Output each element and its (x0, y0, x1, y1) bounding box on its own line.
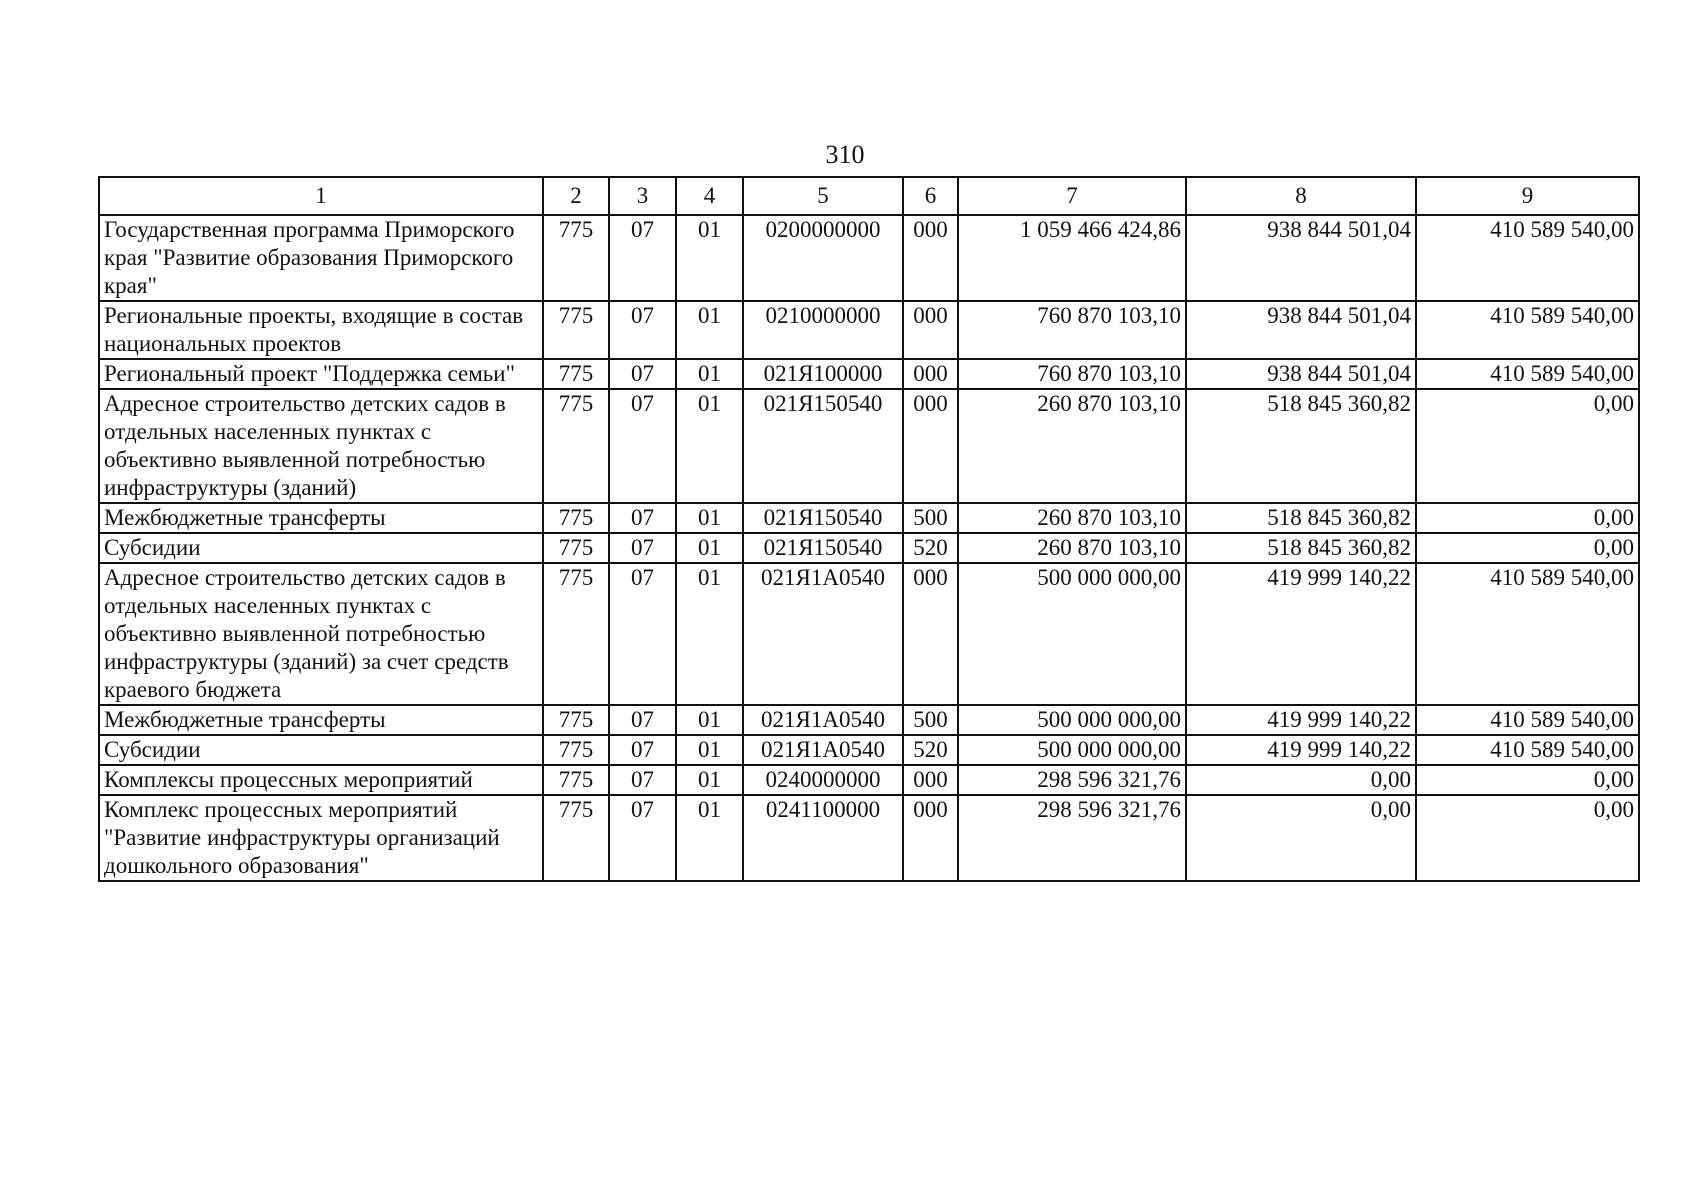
header-row (99, 177, 1639, 215)
row-code-cell: 01 (676, 705, 743, 735)
header-cell: 4 (676, 177, 743, 215)
row-code-cell: 01 (676, 563, 743, 705)
row-code-cell: 500 (903, 503, 958, 533)
row-amount-cell: 518 845 360,82 (1186, 533, 1416, 563)
row-code-cell: 0200000000 (743, 215, 903, 301)
row-code-cell: 021Я1А0540 (743, 735, 903, 765)
row-code-cell: 07 (609, 563, 676, 705)
header-cell: 2 (543, 177, 609, 215)
row-amount-cell: 298 596 321,76 (958, 795, 1186, 881)
table-row (99, 389, 1639, 503)
row-code-cell: 01 (676, 389, 743, 503)
row-name-cell: Государственная программа Приморского края "Развитие образования Приморского края" (99, 215, 543, 301)
row-code-cell: 000 (903, 795, 958, 881)
row-name-cell: Межбюджетные трансферты (99, 503, 543, 533)
table-row (99, 301, 1639, 359)
row-code-cell: 07 (609, 359, 676, 389)
row-amount-cell: 0,00 (1416, 765, 1639, 795)
row-code-cell: 021Я1А0540 (743, 563, 903, 705)
row-amount-cell: 0,00 (1416, 533, 1639, 563)
page-number: 310 (825, 140, 865, 169)
row-amount-cell: 298 596 321,76 (958, 765, 1186, 795)
header-cell: 7 (958, 177, 1186, 215)
row-amount-cell: 760 870 103,10 (958, 359, 1186, 389)
header-cell: 1 (99, 177, 543, 215)
row-code-cell: 0240000000 (743, 765, 903, 795)
row-code-cell: 775 (543, 563, 609, 705)
table-row (99, 533, 1639, 563)
row-code-cell: 01 (676, 215, 743, 301)
row-amount-cell: 938 844 501,04 (1186, 359, 1416, 389)
budget-table (98, 176, 1640, 882)
row-amount-cell: 1 059 466 424,86 (958, 215, 1186, 301)
table-row (99, 795, 1639, 881)
row-amount-cell: 500 000 000,00 (958, 563, 1186, 705)
row-code-cell: 775 (543, 765, 609, 795)
row-amount-cell: 938 844 501,04 (1186, 215, 1416, 301)
row-code-cell: 775 (543, 359, 609, 389)
row-amount-cell: 410 589 540,00 (1416, 359, 1639, 389)
row-amount-cell: 410 589 540,00 (1416, 215, 1639, 301)
row-amount-cell: 260 870 103,10 (958, 389, 1186, 503)
row-amount-cell: 0,00 (1186, 795, 1416, 881)
row-code-cell: 07 (609, 215, 676, 301)
row-code-cell: 775 (543, 301, 609, 359)
row-code-cell: 000 (903, 359, 958, 389)
row-code-cell: 021Я150540 (743, 503, 903, 533)
row-amount-cell: 0,00 (1186, 765, 1416, 795)
table-row (99, 563, 1639, 705)
row-code-cell: 01 (676, 503, 743, 533)
row-code-cell: 775 (543, 533, 609, 563)
header-cell: 8 (1186, 177, 1416, 215)
row-code-cell: 775 (543, 705, 609, 735)
header-cell: 3 (609, 177, 676, 215)
row-code-cell: 000 (903, 215, 958, 301)
table-row (99, 765, 1639, 795)
row-code-cell: 0241100000 (743, 795, 903, 881)
row-code-cell: 01 (676, 795, 743, 881)
row-amount-cell: 410 589 540,00 (1416, 301, 1639, 359)
row-code-cell: 775 (543, 795, 609, 881)
row-code-cell: 07 (609, 735, 676, 765)
table-row (99, 735, 1639, 765)
header-cell: 5 (743, 177, 903, 215)
row-name-cell: Адресное строительство детских садов в отдельных населенных пунктах с объективно выявленной потребностью инфраструктуры (зданий) за счет средств краевого бюджета (99, 563, 543, 705)
table-row (99, 503, 1639, 533)
row-amount-cell: 419 999 140,22 (1186, 563, 1416, 705)
row-code-cell: 07 (609, 705, 676, 735)
row-code-cell: 775 (543, 389, 609, 503)
row-amount-cell: 500 000 000,00 (958, 735, 1186, 765)
row-amount-cell: 938 844 501,04 (1186, 301, 1416, 359)
row-code-cell: 07 (609, 533, 676, 563)
row-code-cell: 021Я150540 (743, 533, 903, 563)
row-code-cell: 021Я1А0540 (743, 705, 903, 735)
row-name-cell: Адресное строительство детских садов в отдельных населенных пунктах с объективно выявленной потребностью инфраструктуры (зданий) (99, 389, 543, 503)
row-code-cell: 775 (543, 215, 609, 301)
row-code-cell: 000 (903, 389, 958, 503)
row-amount-cell: 410 589 540,00 (1416, 705, 1639, 735)
row-name-cell: Межбюджетные трансферты (99, 705, 543, 735)
row-code-cell: 520 (903, 533, 958, 563)
row-name-cell: Региональные проекты, входящие в состав национальных проектов (99, 301, 543, 359)
row-code-cell: 01 (676, 735, 743, 765)
row-name-cell: Субсидии (99, 533, 543, 563)
table-row (99, 359, 1639, 389)
row-name-cell: Комплекс процессных мероприятий "Развитие инфраструктуры организаций дошкольного образования" (99, 795, 543, 881)
table-row (99, 215, 1639, 301)
row-amount-cell: 518 845 360,82 (1186, 503, 1416, 533)
row-code-cell: 021Я100000 (743, 359, 903, 389)
row-code-cell: 07 (609, 795, 676, 881)
header-cell: 6 (903, 177, 958, 215)
row-amount-cell: 500 000 000,00 (958, 705, 1186, 735)
row-amount-cell: 419 999 140,22 (1186, 735, 1416, 765)
row-code-cell: 520 (903, 735, 958, 765)
row-name-cell: Региональный проект "Поддержка семьи" (99, 359, 543, 389)
row-amount-cell: 0,00 (1416, 503, 1639, 533)
row-amount-cell: 410 589 540,00 (1416, 563, 1639, 705)
row-code-cell: 01 (676, 301, 743, 359)
row-amount-cell: 0,00 (1416, 795, 1639, 881)
row-amount-cell: 760 870 103,10 (958, 301, 1186, 359)
row-code-cell: 01 (676, 765, 743, 795)
row-code-cell: 000 (903, 301, 958, 359)
row-code-cell: 07 (609, 389, 676, 503)
row-code-cell: 021Я150540 (743, 389, 903, 503)
row-amount-cell: 260 870 103,10 (958, 503, 1186, 533)
row-code-cell: 775 (543, 503, 609, 533)
row-name-cell: Субсидии (99, 735, 543, 765)
row-name-cell: Комплексы процессных мероприятий (99, 765, 543, 795)
row-amount-cell: 260 870 103,10 (958, 533, 1186, 563)
row-code-cell: 07 (609, 503, 676, 533)
row-code-cell: 07 (609, 301, 676, 359)
row-code-cell: 500 (903, 705, 958, 735)
row-amount-cell: 518 845 360,82 (1186, 389, 1416, 503)
row-amount-cell: 0,00 (1416, 389, 1639, 503)
table-row (99, 705, 1639, 735)
row-code-cell: 000 (903, 765, 958, 795)
row-code-cell: 01 (676, 359, 743, 389)
header-cell: 9 (1416, 177, 1639, 215)
row-code-cell: 0210000000 (743, 301, 903, 359)
row-amount-cell: 410 589 540,00 (1416, 735, 1639, 765)
row-code-cell: 07 (609, 765, 676, 795)
row-amount-cell: 419 999 140,22 (1186, 705, 1416, 735)
row-code-cell: 01 (676, 533, 743, 563)
row-code-cell: 775 (543, 735, 609, 765)
row-code-cell: 000 (903, 563, 958, 705)
